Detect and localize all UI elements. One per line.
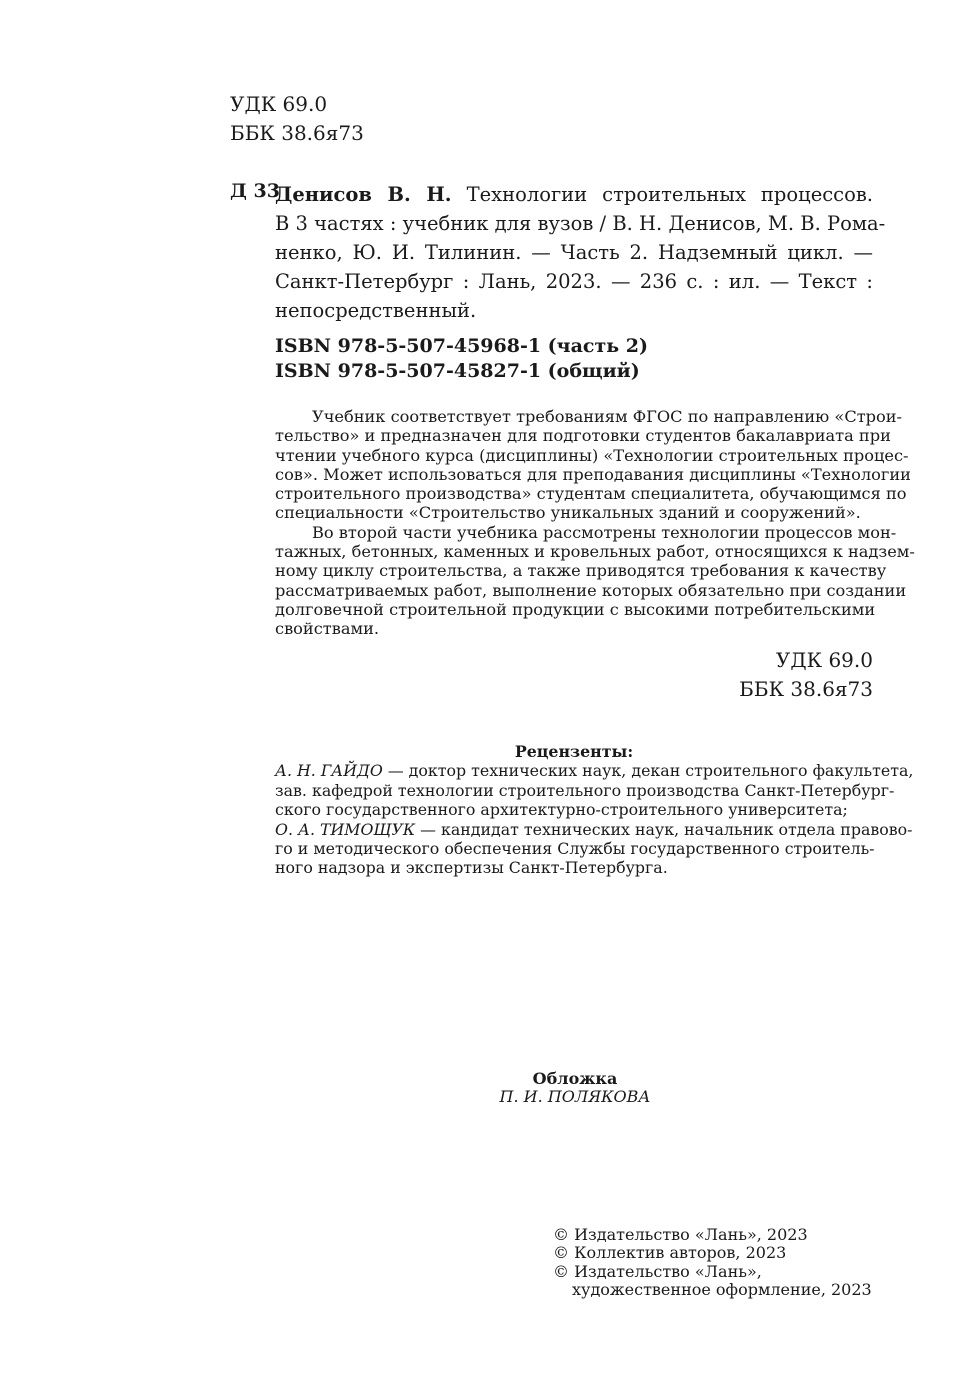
copyright-block <box>553 1226 872 1299</box>
cover-heading: Обложка <box>532 1069 618 1088</box>
abstract-line: сов». Может использоваться для преподавания дисциплины «Технологии <box>275 464 911 484</box>
udk-bbk-top <box>230 90 364 148</box>
abstract-line: Учебник соответствует требованиям ФГОС по направлению «Строи- <box>312 407 903 426</box>
entry-line: Санкт-Петербург : Лань, 2023. — 236 с. : ил. — Текст : <box>275 270 873 293</box>
cover-credit <box>475 1070 675 1106</box>
abstract <box>275 407 915 639</box>
udk-bbk-bottom <box>739 646 873 704</box>
reviewer-name: А. Н. ГАЙДО <box>275 761 383 781</box>
abstract-line: Во второй части учебника рассмотрены технологии процессов мон- <box>312 522 897 542</box>
reviewer-line: ского государственного архитектурно-строительного университета; <box>275 800 848 820</box>
entry-line: В 3 частях : учебник для вузов / В. Н. Денисов, М. В. Рома- <box>275 212 886 235</box>
copyright-line: © Издательство «Лань», <box>553 1261 762 1281</box>
entry-line: Денисов В. Н. Технологии строительных процессов. <box>275 183 873 206</box>
reviewer-line: зав. кафедрой технологии строительного производства Санкт-Петербург- <box>275 780 895 800</box>
reviewer-line: ного надзора и экспертизы Санкт-Петербурга. <box>275 858 668 878</box>
udk-code: УДК 69.0 <box>775 648 873 672</box>
copyright-line: художественное оформление, 2023 <box>572 1279 872 1299</box>
bbk-code: ББК 38.6я73 <box>230 121 364 145</box>
abstract-line: тельство» и предназначен для подготовки студентов бакалавриата при <box>275 426 891 446</box>
copyright-line: © Издательство «Лань», 2023 <box>553 1225 808 1244</box>
entry-line: непосредственный. <box>275 299 477 322</box>
author-name: Денисов В. Н. <box>275 183 452 206</box>
cover-designer: П. И. ПОЛЯКОВА <box>499 1087 651 1106</box>
abstract-paragraph-1 <box>275 407 911 523</box>
abstract-line: чтении учебного курса (дисциплины) «Технологии строительных процес- <box>275 445 909 465</box>
bibliographic-entry <box>275 180 886 325</box>
reviewers <box>275 742 914 878</box>
isbn-block <box>275 334 648 384</box>
isbn-part: ISBN 978-5-507-45968-1 (часть 2) <box>275 335 648 357</box>
entry-line: ненко, Ю. И. Тилинин. — Часть 2. Надземный цикл. — <box>275 241 873 264</box>
abstract-line: рассматриваемых работ, выполнение которых обязательно при создании <box>275 580 907 600</box>
udk-code: УДК 69.0 <box>230 92 328 116</box>
abstract-line: тажных, бетонных, каменных и кровельных работ, относящихся к надзем- <box>275 542 915 562</box>
abstract-line: строительного производства» студентам специалитета, обучающимся по <box>275 484 907 504</box>
reviewer-name: О. А. ТИМОЩУК <box>275 819 416 839</box>
abstract-line: специальности «Строительство уникальных зданий и сооружений». <box>275 503 861 523</box>
reviewers-heading: Рецензенты: <box>514 742 634 761</box>
reviewer-line: О. А. ТИМОЩУК — кандидат технических наук, начальник отдела правово- <box>275 819 913 839</box>
reviewer-line: А. Н. ГАЙДО — доктор технических наук, декан строительного факультета, <box>275 761 914 781</box>
reviewer-line: го и методического обеспечения Службы государственного строитель- <box>275 839 875 859</box>
copyright-line: © Коллектив авторов, 2023 <box>553 1243 787 1263</box>
abstract-line: свойствами. <box>275 619 380 639</box>
abstract-paragraph-2 <box>275 522 915 639</box>
isbn-general: ISBN 978-5-507-45827-1 (общий) <box>275 360 640 382</box>
abstract-line: ному циклу строительства, а также приводятся требования к качеству <box>275 561 887 581</box>
bbk-code: ББК 38.6я73 <box>739 677 873 701</box>
abstract-line: долговечной строительной продукции с высокими потребительскими <box>275 599 876 619</box>
author-mark: Д 33 <box>230 180 280 202</box>
